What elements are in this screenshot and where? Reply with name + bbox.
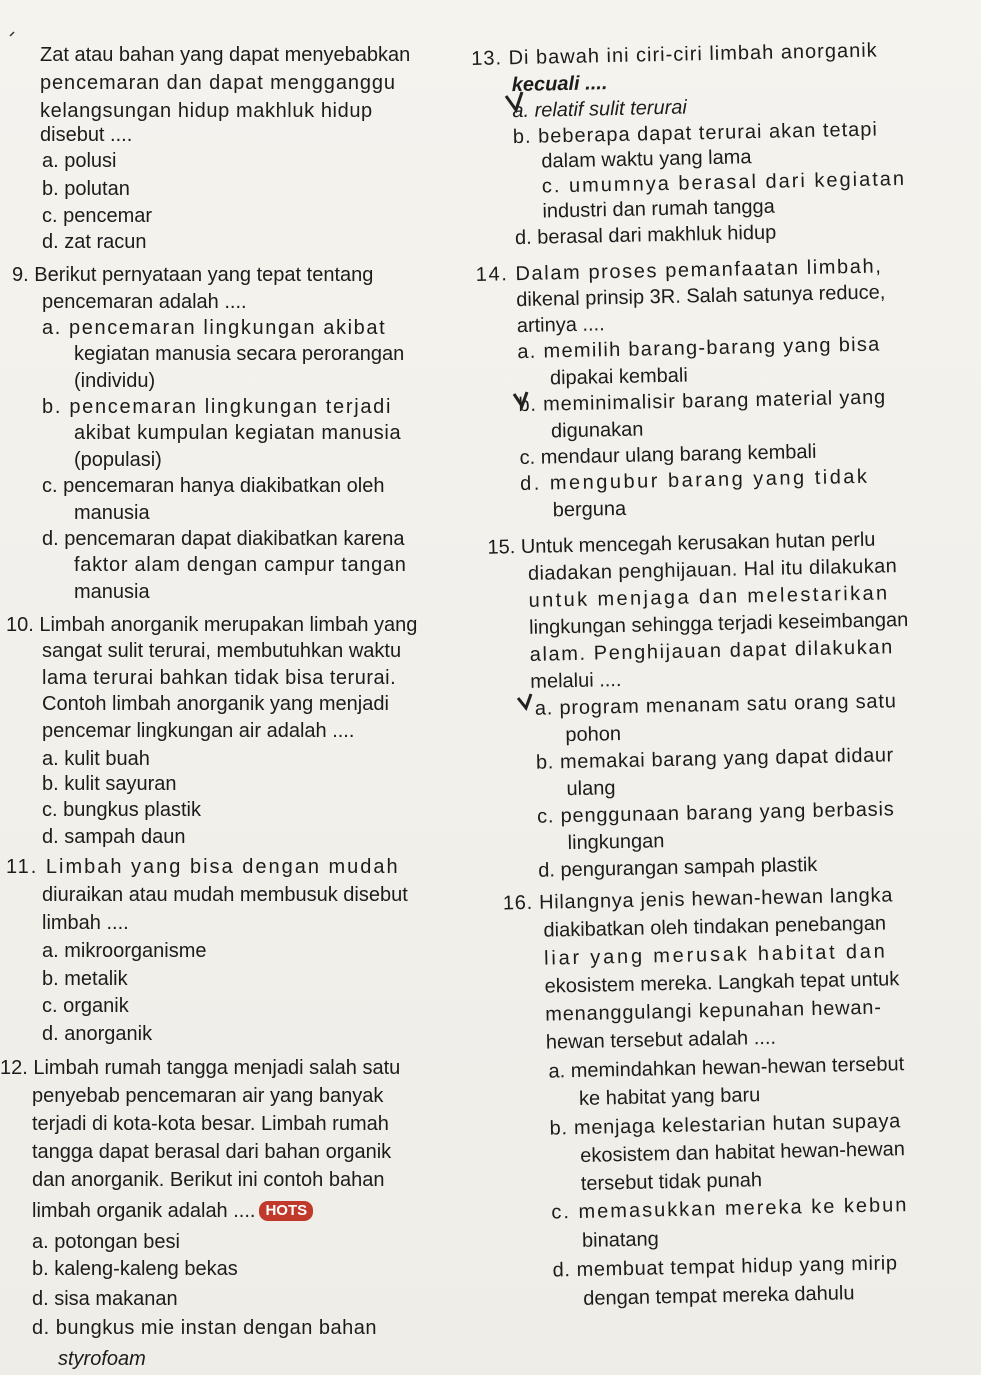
option-b-continued: (populasi) (74, 449, 162, 471)
question-stem-line: disebut .... (40, 124, 133, 146)
question-stem-line: 12. Limbah rumah tangga menjadi salah satu (0, 1057, 401, 1079)
option-a-continued: pohon (565, 723, 622, 747)
option-c[interactable]: c. penggunaan barang yang berbasis (536, 798, 895, 828)
check-mark-icon (506, 92, 522, 110)
option-b-continued: ulang (566, 777, 616, 801)
option-a[interactable]: a. memilih barang-barang yang bisa (517, 333, 881, 364)
option-a-continued: ke habitat yang baru (578, 1084, 761, 1110)
option-b-continued: tersebut tidak punah (580, 1169, 763, 1195)
option-b[interactable]: b. beberapa dapat terurai akan tetapi (512, 118, 879, 149)
option-a-continued: dipakai kembali (549, 364, 689, 390)
option-c-continued: industri dan rumah tangga (542, 195, 776, 223)
question-stem-line: 14. Dalam proses pemanfaatan limbah, (475, 255, 883, 286)
option-b[interactable]: b. meminimalisir barang material yang (518, 386, 887, 417)
question-stem-line: liar yang merusak habitat dan (543, 940, 888, 970)
option-b-continued: digunakan (550, 418, 644, 443)
question-stem-line: dan anorganik. Berikut ini contoh bahan (32, 1169, 385, 1191)
question-stem-line: penyebab pencemaran air yang banyak (32, 1085, 384, 1107)
question-stem-line: kelangsungan hidup makhluk hidup (40, 100, 373, 122)
question-stem-line: lingkungan sehingga terjadi keseimbangan (528, 608, 909, 639)
pencil-mark (10, 32, 14, 36)
question-stem-line: terjadi di kota-kota besar. Limbah rumah (32, 1113, 389, 1135)
question-stem-line: tangga dapat berasal dari bahan organik (32, 1141, 392, 1163)
option-c[interactable]: c. memasukkan mereka ke kebun (551, 1194, 909, 1224)
option-c[interactable]: d. sisa makanan (32, 1288, 178, 1310)
question-stem-line: sangat sulit terurai, membutuhkan waktu (42, 640, 402, 662)
option-a[interactable]: a. polusi (42, 150, 117, 172)
question-stem-line: diakibatkan oleh tindakan penebangan (543, 912, 887, 942)
question-stem-line: lama terurai bahkan tidak bisa terurai. (42, 667, 397, 689)
question-stem-line: pencemar lingkungan air adalah .... (42, 720, 355, 742)
option-c[interactable]: c. bungkus plastik (42, 799, 201, 821)
question-stem-line: 10. Limbah anorganik merupakan limbah yang (6, 614, 418, 636)
question-stem-line: Contoh limbah anorganik yang menjadi (42, 693, 389, 715)
option-d[interactable]: d. pengurangan sampah plastik (538, 853, 818, 882)
question-stem-line: kecuali .... (511, 72, 608, 97)
option-a[interactable]: a. relatif sulit terurai (512, 96, 688, 123)
question-stem-line: artinya .... (516, 313, 605, 338)
option-b[interactable]: b. kulit sayuran (42, 773, 177, 795)
question-stem-line: ekosistem mereka. Langkah tepat untuk (544, 968, 900, 998)
option-d-continued: faktor alam dengan campur tangan (74, 554, 407, 576)
question-stem-line: 15. Untuk mencegah kerusakan hutan perlu (487, 528, 876, 559)
option-a[interactable]: a. program menanam satu orang satu (534, 690, 897, 720)
option-d[interactable]: d. pencemaran dapat diakibatkan karena (42, 528, 405, 550)
question-stem-line: diuraikan atau mudah membusuk disebut (42, 884, 408, 906)
question-stem-line: untuk menjaga dan melestarikan (528, 582, 890, 612)
option-c-continued: manusia (74, 502, 150, 524)
option-c[interactable]: c. pencemaran hanya diakibatkan oleh (42, 475, 385, 497)
question-stem-line: 11. Limbah yang bisa dengan mudah (6, 856, 400, 878)
option-c[interactable]: c. organik (42, 995, 129, 1017)
option-d[interactable]: d. bungkus mie instan dengan bahan (32, 1317, 378, 1339)
option-a[interactable]: a. memindahkan hewan-hewan tersebut (548, 1053, 905, 1083)
option-a[interactable]: a. kulit buah (42, 748, 150, 770)
option-a[interactable]: a. mikroorganisme (42, 940, 207, 962)
option-d[interactable]: d. sampah daun (42, 826, 186, 848)
option-a-continued: kegiatan manusia secara perorangan (74, 343, 405, 365)
question-stem-line: alam. Penghijauan dapat dilakukan (529, 636, 895, 666)
question-stem-line: hewan tersebut adalah .... (545, 1026, 777, 1054)
question-stem-line: pencemaran adalah .... (42, 291, 247, 313)
question-stem-line: Zat atau bahan yang dapat menyebabkan (40, 44, 411, 66)
option-d[interactable]: d. mengubur barang yang tidak (519, 465, 870, 496)
option-a-continued: (individu) (74, 370, 156, 392)
question-stem-line: 16. Hilangnya jenis hewan-hewan langka (502, 884, 894, 915)
question-stem-line: menanggulangi kepunahan hewan- (545, 996, 882, 1026)
option-c-continued: binatang (581, 1228, 659, 1252)
option-d-continued: dengan tempat mereka dahulu (582, 1282, 855, 1310)
option-c[interactable]: c. mendaur ulang barang kembali (519, 440, 817, 470)
option-b[interactable]: b. kaleng-kaleng bekas (32, 1258, 238, 1280)
option-d-continued: berguna (552, 497, 627, 522)
option-b[interactable]: b. metalik (42, 968, 128, 990)
option-b[interactable]: b. pencemaran lingkungan terjadi (42, 396, 393, 418)
option-c-continued: lingkungan (567, 830, 665, 855)
option-c[interactable]: c. pencemar (42, 205, 153, 227)
option-d[interactable]: d. zat racun (42, 231, 147, 253)
option-a[interactable]: a. pencemaran lingkungan akibat (42, 317, 387, 339)
option-b-continued: dalam waktu yang lama (541, 146, 752, 173)
option-b[interactable]: b. polutan (42, 178, 130, 200)
question-stem-line: dikenal prinsip 3R. Salah satunya reduce, (516, 281, 886, 312)
hots-badge: HOTS (259, 1201, 313, 1221)
option-d-continued: styrofoam (58, 1348, 146, 1370)
option-d[interactable]: d. berasal dari makhluk hidup (514, 221, 777, 250)
question-stem-text: limbah organik adalah .... (32, 1200, 256, 1222)
option-a[interactable]: a. potongan besi (32, 1231, 180, 1253)
question-stem-line: 13. Di bawah ini ciri-ciri limbah anorganik (471, 39, 878, 70)
option-b[interactable]: b. memakai barang yang dapat didaur (535, 744, 895, 774)
option-d-continued: manusia (74, 581, 150, 603)
question-stem-line: 9. Berikut pernyataan yang tepat tentang (12, 264, 374, 286)
option-b[interactable]: b. menjaga kelestarian hutan supaya (549, 1110, 902, 1140)
option-c[interactable]: c. umumnya berasal dari kegiatan (541, 167, 907, 198)
option-b-continued: akibat kumpulan kegiatan manusia (74, 422, 402, 444)
check-mark-icon (514, 392, 527, 406)
question-stem-line: melalui .... (530, 668, 622, 693)
option-d[interactable]: d. anorganik (42, 1023, 153, 1045)
question-stem-line: diadakan penghijauan. Hal itu dilakukan (527, 555, 898, 585)
question-stem-line: pencemaran dan dapat mengganggu (40, 72, 396, 94)
option-d[interactable]: d. membuat tempat hidup yang mirip (552, 1252, 898, 1282)
check-mark-icon (518, 694, 531, 708)
option-b-continued: ekosistem dan habitat hewan-hewan (580, 1138, 906, 1167)
question-stem-line: limbah .... (42, 912, 129, 934)
